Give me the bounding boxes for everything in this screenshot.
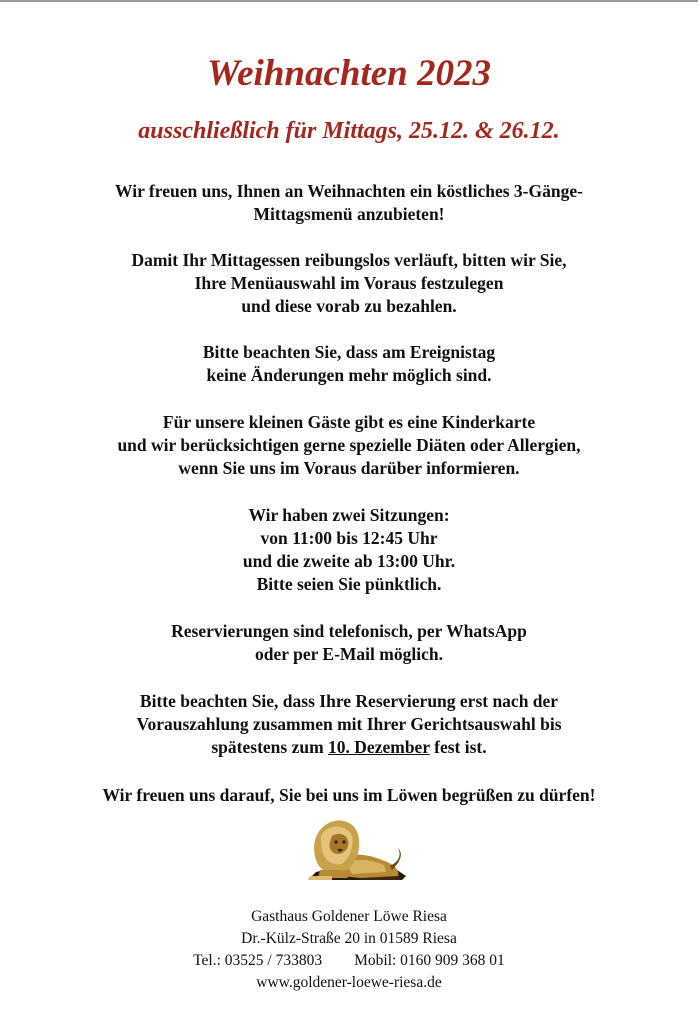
golden-lion-icon [302,818,408,884]
text-line: Mittagsmenü anzubieten! [253,204,445,224]
text-line [0,736,698,759]
mobile-number: Mobil: 0160 909 368 01 [354,952,505,969]
text-line: Bitte seien Sie pünktlich. [256,574,442,594]
text-line: Damit Ihr Mittagessen reibungslos verläuft, bitten wir Sie, [131,250,567,270]
text-line: keine Änderungen mehr möglich sind. [206,365,492,385]
website-link[interactable]: www.goldener-loewe-riesa.de [256,974,442,991]
paragraph-intro [0,180,698,226]
text-line: Wir haben zwei Sitzungen: [248,505,450,525]
business-address: Dr.-Külz-Straße 20 in 01589 Riesa [241,930,457,947]
text-line: oder per E-Mail möglich. [255,644,443,664]
paragraph-payment [0,249,698,318]
text-line: Für unsere kleinen Gäste gibt es eine Kinderkarte [162,412,536,432]
text-line: Vorauszahlung zusammen mit Ihrer Gerichtsauswahl bis [136,714,562,734]
text-line: Bitte beachten Sie, dass am Ereignistag [202,342,496,362]
text-line: Reservierungen sind telefonisch, per WhatsApp [171,621,527,641]
paragraph-children [0,411,698,480]
paragraph-no-changes [0,341,698,387]
top-border [0,0,698,2]
text-line: und die zweite ab 13:00 Uhr. [242,551,456,571]
page-title: Weihnachten 2023 [206,53,492,94]
business-name: Gasthaus Goldener Löwe Riesa [251,908,447,925]
page-subtitle: ausschließlich für Mittags, 25.12. & 26.12. [138,118,560,144]
text-line: Wir freuen uns, Ihnen an Weihnachten ein köstliches 3-Gänge- [115,181,583,201]
closing-line: Wir freuen uns darauf, Sie bei uns im Löwen begrüßen zu dürfen! [102,785,596,805]
contact-phones [0,950,698,972]
text-line: wenn Sie uns im Voraus darüber informieren. [178,458,520,478]
phone-number: Tel.: 03525 / 733803 [193,952,323,969]
text-line: Bitte beachten Sie, dass Ihre Reservierung erst nach der [139,691,559,711]
text-line: von 11:00 bis 12:45 Uhr [260,528,438,548]
text-fragment: spätestens zum [211,737,329,757]
paragraph-deadline [0,690,698,759]
paragraph-reservations [0,620,698,666]
deadline-date: 10. Dezember [328,737,430,757]
paragraph-closing [0,784,698,807]
footer-contact [0,906,698,994]
text-line: Ihre Menüauswahl im Voraus festzulegen [194,273,504,293]
text-line: und wir berücksichtigen gerne spezielle Diäten oder Allergien, [117,435,581,455]
paragraph-sessions [0,504,698,596]
text-fragment: fest ist. [429,737,487,757]
text-line: und diese vorab zu bezahlen. [241,296,457,316]
